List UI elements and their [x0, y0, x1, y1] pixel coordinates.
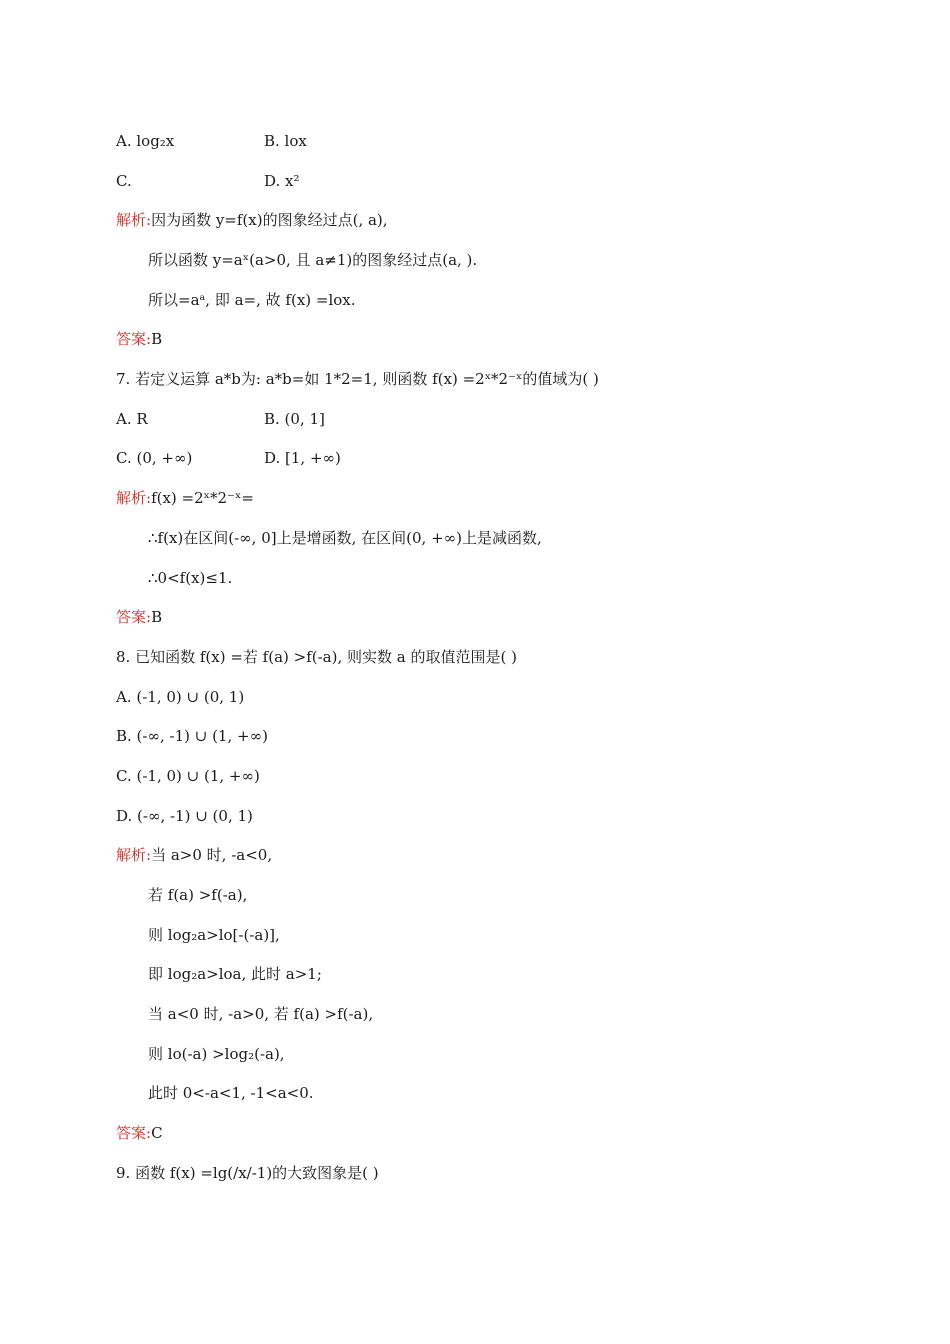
q6-solution-first-line: [116, 210, 388, 230]
q8-question: 8. 已知函数 f(x) =若 f(a) >f(-a), 则实数 a 的取值范围是( ): [116, 648, 517, 666]
q8-solution-label: 解析:: [116, 846, 152, 864]
q8-solution-text-5: 当 a<0 时, -a>0, 若 f(a) >f(-a),: [148, 1005, 374, 1023]
q6-answer: [116, 329, 162, 349]
q8-solution-text-2: 若 f(a) >f(-a),: [148, 886, 248, 904]
q7-solution-first-line: [116, 488, 254, 508]
q7-option-a: A. R: [116, 410, 148, 428]
q8-solution-text-7: 此时 0<-a<1, -1<a<0.: [148, 1084, 314, 1102]
q8-option-a: A. (-1, 0) ∪ (0, 1): [116, 688, 245, 706]
q6-solution-text-2: 所以函数 y=aˣ(a>0, 且 a≠1)的图象经过点(a, ).: [148, 251, 478, 269]
q6-answer-value: B: [151, 330, 163, 348]
q6-option-c: C.: [116, 172, 132, 190]
q7-answer-value: B: [151, 608, 163, 626]
q7-option-b: B. (0, 1]: [264, 410, 325, 428]
q6-option-a: A. log₂x: [116, 132, 175, 150]
q6-solution-text-3: 所以=aᵃ, 即 a=, 故 f(x) =lox.: [148, 291, 356, 309]
q8-option-b: B. (-∞, -1) ∪ (1, +∞): [116, 727, 268, 745]
q6-answer-label: 答案:: [116, 330, 152, 348]
q7-solution-text-1: f(x) =2ˣ*2⁻ˣ=: [151, 489, 254, 507]
q8-solution-text-6: 则 lo(-a) >log₂(-a),: [148, 1045, 285, 1063]
q7-solution-text-3: ∴0<f(x)≤1.: [148, 569, 233, 587]
q9-question: 9. 函数 f(x) =lg(/x/-1)的大致图象是( ): [116, 1164, 379, 1182]
q8-answer-label: 答案:: [116, 1124, 152, 1142]
q8-option-c: C. (-1, 0) ∪ (1, +∞): [116, 767, 260, 785]
q6-option-d: D. x²: [264, 172, 300, 190]
q8-solution-first-line: [116, 845, 272, 865]
q7-option-c: C. (0, +∞): [116, 449, 193, 467]
q7-option-d: D. [1, +∞): [264, 449, 341, 467]
q7-solution-text-2: ∴f(x)在区间(-∞, 0]上是增函数, 在区间(0, +∞)上是减函数,: [148, 529, 542, 547]
q8-option-d: D. (-∞, -1) ∪ (0, 1): [116, 807, 253, 825]
q8-solution-text-4: 即 log₂a>loa, 此时 a>1;: [148, 965, 322, 983]
q7-answer-label: 答案:: [116, 608, 152, 626]
q7-answer: [116, 607, 162, 627]
q7-question: 7. 若定义运算 a*b为: a*b=如 1*2=1, 则函数 f(x) =2ˣ*2⁻ˣ的值域为( ): [116, 370, 599, 388]
q8-solution-text-1: 当 a>0 时, -a<0,: [151, 846, 273, 864]
q8-answer: [116, 1123, 163, 1143]
q8-solution-text-3: 则 log₂a>lo[-(-a)],: [148, 926, 280, 944]
q6-option-b: B. lox: [264, 132, 307, 150]
q7-solution-label: 解析:: [116, 489, 152, 507]
q6-solution-text-1: 因为函数 y=f(x)的图象经过点(, a),: [151, 211, 388, 229]
q8-answer-value: C: [151, 1124, 163, 1142]
q6-solution-label: 解析:: [116, 211, 152, 229]
